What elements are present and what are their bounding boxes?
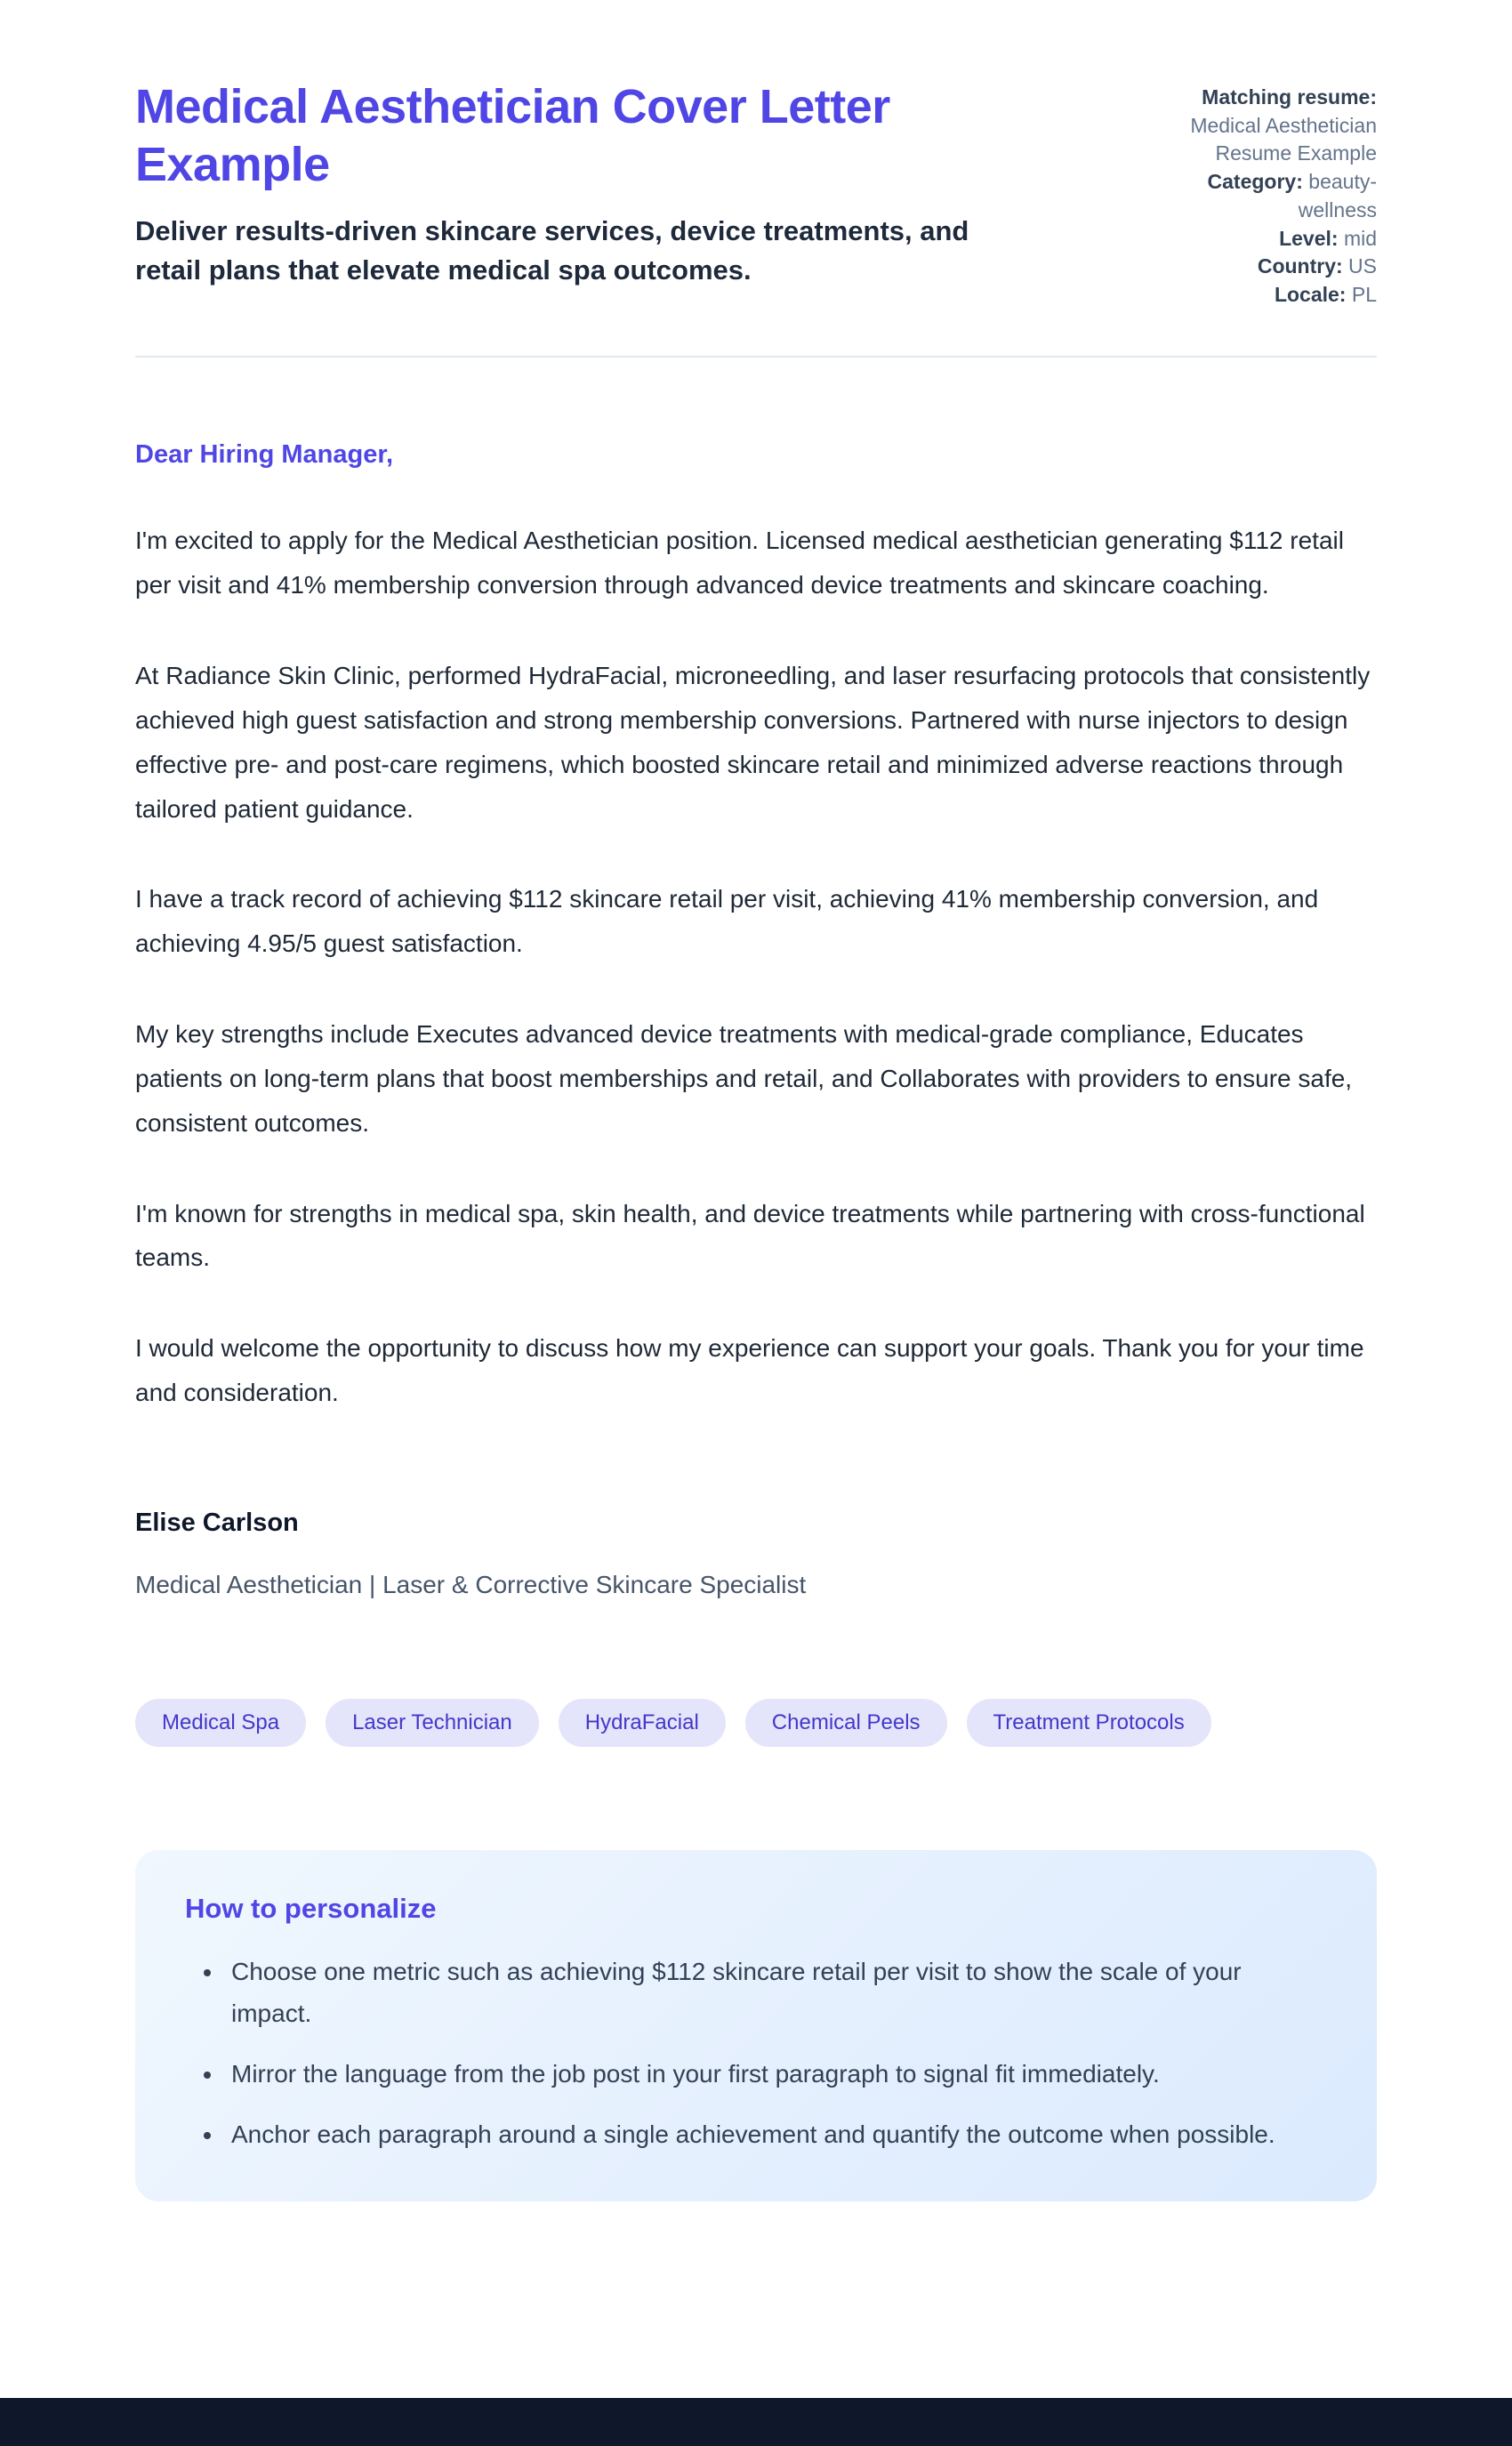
meta-matching-resume-label: Matching resume:: [1202, 85, 1377, 109]
meta-level: [1135, 225, 1377, 253]
letter-paragraph: My key strengths include Executes advanced device treatments with medical-grade compliance, Educates patients on long-term plans that boost memberships and retail, and Collaborates with providers to ensure safe, consistent outcomes.: [135, 1020, 1353, 1137]
personalize-card: [135, 1850, 1377, 2201]
page-subtitle: Deliver results-driven skincare services, device treatments, and retail plans that elevate medical spa outcomes.: [135, 214, 969, 286]
personalize-tip: • Mirror the language from the job post in your first paragraph to signal fit immediately.: [224, 2054, 1327, 2095]
salutation: Dear Hiring Manager,: [135, 439, 394, 469]
meta-matching-resume: [1135, 84, 1377, 168]
tag-treatment-protocols: Treatment Protocols: [967, 1699, 1211, 1747]
meta-category: [1135, 168, 1377, 224]
personalize-tip-list: [185, 1951, 1327, 2155]
tag-hydrafacial: HydraFacial: [559, 1699, 726, 1747]
meta-category-label: Category:: [1207, 170, 1303, 194]
letter-paragraph: I'm excited to apply for the Medical Aesthetician position. Licensed medical aesthetician generating $112 retail per visit and 41% membership conversion through advanced device treatments and skincare coaching.: [135, 527, 1344, 599]
tag-laser-technician: Laser Technician: [326, 1699, 539, 1747]
letter-paragraph: At Radiance Skin Clinic, performed HydraFacial, microneedling, and laser resurfacing protocols that consistently achieved high guest satisfaction and strong membership conversions. Partnered with nurse injectors to design effective pre- and post-care regimens, which boosted skincare retail and minimized adverse reactions through tailored patient guidance.: [135, 662, 1371, 823]
letter-paragraph: I would welcome the opportunity to discuss how my experience can support your goals. Thank you for your time and consideration.: [135, 1334, 1364, 1407]
meta-panel: [1135, 78, 1377, 310]
letter-paragraph: I'm known for strengths in medical spa, skin health, and device treatments while partnering with cross-functional teams.: [135, 1199, 1365, 1272]
page-header: [135, 0, 1377, 310]
meta-locale-value: PL: [1351, 283, 1377, 307]
tag-chemical-peels: Chemical Peels: [745, 1699, 947, 1747]
signature-role: Medical Aesthetician | Laser & Corrective Skincare Specialist: [135, 1570, 807, 1598]
meta-matching-resume-value: Medical Aesthetician Resume Example: [1190, 113, 1377, 165]
tag-medical-spa: Medical Spa: [135, 1699, 306, 1747]
meta-level-label: Level:: [1279, 226, 1339, 250]
letter-paragraph: I have a track record of achieving $112 skincare retail per visit, achieving 41% membership conversion, and achieving 4.95/5 guest satisfaction.: [135, 885, 1319, 958]
footer-bar: [0, 2398, 1512, 2446]
header-text-block: [135, 78, 1033, 310]
personalize-tip: • Anchor each paragraph around a single achievement and quantify the outcome when possible.: [224, 2114, 1327, 2155]
signature-name: Elise Carlson: [135, 1508, 299, 1537]
header-divider: [135, 356, 1377, 358]
page-title: Medical Aesthetician Cover Letter Example: [135, 80, 890, 191]
cover-letter-body: [135, 432, 1377, 1606]
personalize-tip: • Choose one metric such as achieving $112 skincare retail per visit to show the scale of your impact.: [224, 1951, 1327, 2033]
meta-level-value: mid: [1343, 226, 1377, 250]
meta-locale-label: Locale:: [1274, 283, 1347, 307]
meta-locale: [1135, 281, 1377, 310]
meta-country-label: Country:: [1257, 254, 1343, 278]
meta-country-value: US: [1348, 254, 1377, 278]
content-container: [135, 0, 1377, 2201]
meta-category-value: beauty-wellness: [1298, 170, 1377, 221]
meta-country: [1135, 253, 1377, 281]
tag-list: [135, 1699, 1377, 1747]
personalize-heading: How to personalize: [185, 1893, 437, 1925]
